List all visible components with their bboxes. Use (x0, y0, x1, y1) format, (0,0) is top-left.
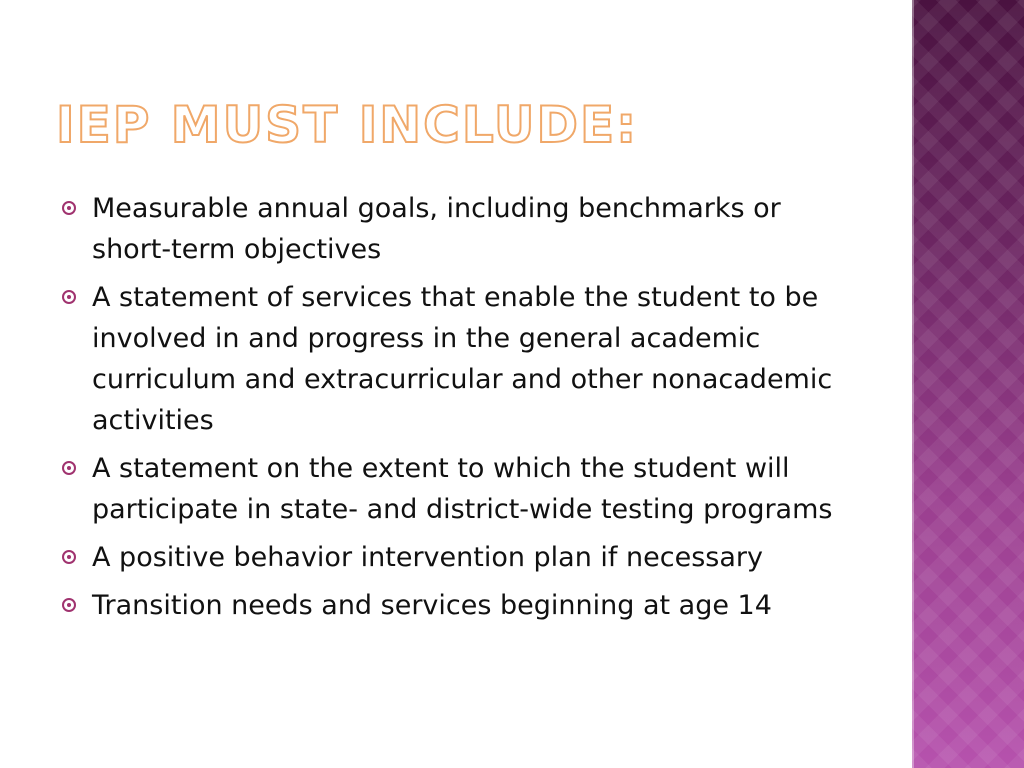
circle-dot-bullet-icon (62, 461, 76, 475)
decorative-side-band (912, 0, 1024, 768)
circle-dot-bullet-icon (62, 290, 76, 304)
side-band-edge (912, 0, 914, 768)
bullet-item (62, 448, 862, 530)
bullet-text: A statement of services that enable the student to be involved in and progress in the general academic curriculum and extracurricular and other nonacademic activities (92, 282, 833, 436)
circle-dot-bullet-icon (62, 550, 76, 564)
bullet-list (62, 188, 862, 633)
bullet-item (62, 277, 862, 441)
circle-dot-bullet-icon (62, 201, 76, 215)
circle-dot-bullet-icon (62, 598, 76, 612)
bullet-text: A positive behavior intervention plan if necessary (92, 542, 763, 573)
slide-title: IEP MUST INCLUDE: (56, 96, 639, 154)
bullet-item (62, 188, 862, 270)
bullet-text: Measurable annual goals, including benchmarks or short-term objectives (92, 193, 781, 265)
bullet-item (62, 585, 862, 626)
bullet-text: A statement on the extent to which the student will participate in state- and district-wide testing programs (92, 453, 833, 525)
bullet-text: Transition needs and services beginning at age 14 (92, 590, 772, 621)
bullet-item (62, 537, 862, 578)
